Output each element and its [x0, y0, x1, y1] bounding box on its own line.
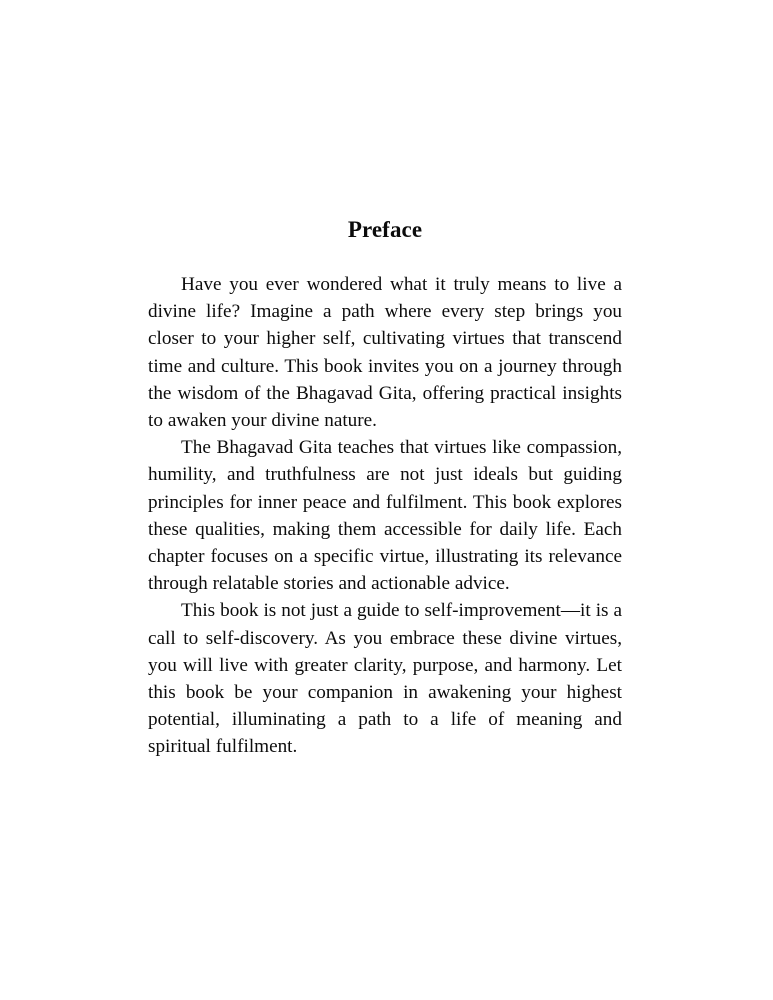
page-content-block — [148, 215, 622, 761]
body-paragraph: This book is not just a guide to self-improvement—it is a call to self-discovery. As you embrace these divine virtues, you will live with greater clarity, purpose, and harmony. Let this book be your companion in awakening your highest potential, illuminating a path to a life of meaning and spiritual fulfilment. — [148, 600, 622, 758]
body-paragraph: The Bhagavad Gita teaches that virtues like compassion, humility, and truthfulness are not just ideals but guiding principles for inner peace and fulfilment. This book explores these qualities, making them accessible for daily life. Each chapter focuses on a specific virtue, illustrating its relevance through relatable stories and actionable advice. — [148, 437, 622, 595]
body-paragraph: Have you ever wondered what it truly means to live a divine life? Imagine a path where every step brings you closer to your higher self, cultivating virtues that transcend time and culture. This book invites you on a journey through the wisdom of the Bhagavad Gita, offering practical insights to awaken your divine nature. — [148, 274, 622, 432]
page-title: Preface — [347, 217, 423, 242]
